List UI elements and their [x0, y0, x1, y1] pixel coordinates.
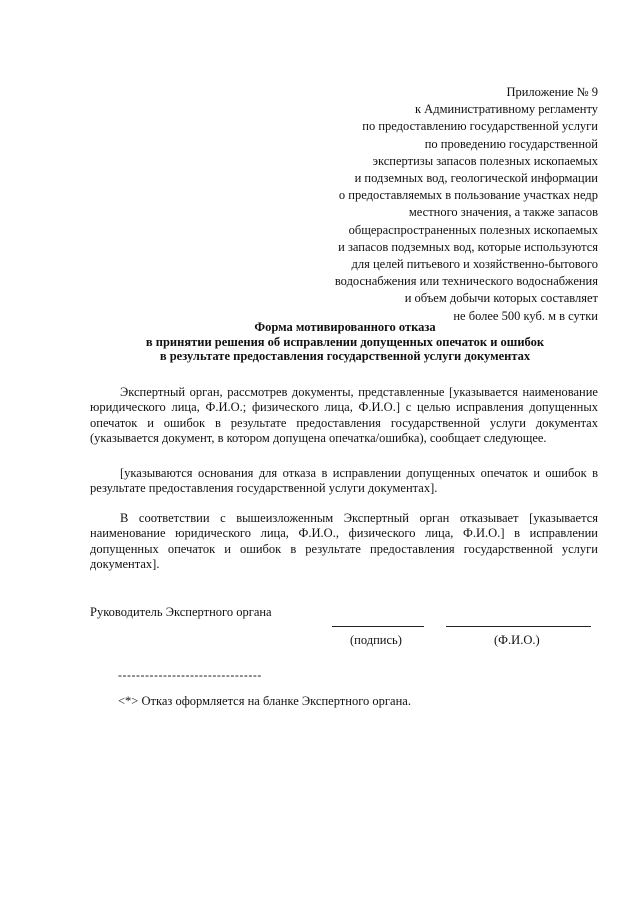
appendix-line: водоснабжения или технического водоснабжения — [334, 274, 598, 289]
appendix-line: по проведению государственной — [424, 136, 598, 151]
appendix-line: к Административному регламенту — [414, 102, 598, 117]
appendix-line: и объем добычи которых составляет — [404, 291, 598, 306]
appendix-line: Приложение № 9 — [506, 85, 598, 99]
title-line: в результате предоставления государственной услуги документах — [159, 349, 531, 363]
name-caption: (Ф.И.О.) — [494, 633, 540, 647]
name-line — [446, 626, 591, 627]
footnote-text: <*> Отказ оформляется на бланке Экспертного органа. — [118, 694, 411, 708]
body-paragraph-3: В соответствии с вышеизложенным Экспертный орган отказывает [указывается наименование юридического лица, Ф.И.О., физического лица, Ф.И.О.] в исправлении допущенных опечаток и ошибок в результате предоставления государственной услуги документах]. — [90, 511, 598, 572]
appendix-line: о предоставляемых в пользование участках недр — [338, 188, 598, 203]
title-line: Форма мотивированного отказа — [254, 320, 436, 334]
appendix-line: общераспространенных полезных ископаемых — [348, 222, 598, 237]
signatory-label: Руководитель Экспертного органа — [90, 605, 272, 619]
appendix-header — [268, 84, 598, 325]
appendix-line: местного значения, а также запасов — [408, 205, 598, 220]
appendix-line: и подземных вод, геологической информации — [354, 171, 598, 186]
appendix-line: и запасов подземных вод, которые используются — [338, 239, 598, 254]
body-paragraph-1: Экспертный орган, рассмотрев документы, представленные [указывается наименование юридического лица, Ф.И.О.; физического лица, Ф.И.О.] с целью исправления допущенных опечаток и ошибок в результате предоставления государственной услуги документах (указывается документ, в котором допущена опечатка/ошибка), сообщает следующее. — [90, 385, 598, 446]
body-paragraph-2: [указываются основания для отказа в исправлении допущенных опечаток и ошибок в результате предоставления государственной услуги документах]. — [90, 466, 598, 496]
signature-line — [332, 626, 424, 627]
footnote-separator: -------------------------------- — [118, 668, 262, 682]
signature-caption: (подпись) — [350, 633, 402, 647]
document-title — [90, 320, 600, 364]
appendix-line: не более 500 куб. м в сутки — [453, 308, 598, 323]
appendix-line: для целей питьевого и хозяйственно-бытового — [351, 257, 598, 272]
appendix-line: экспертизы запасов полезных ископаемых — [372, 153, 598, 168]
title-line: в принятии решения об исправлении допущенных опечаток и ошибок — [145, 334, 545, 349]
appendix-line: по предоставлению государственной услуги — [362, 119, 598, 134]
